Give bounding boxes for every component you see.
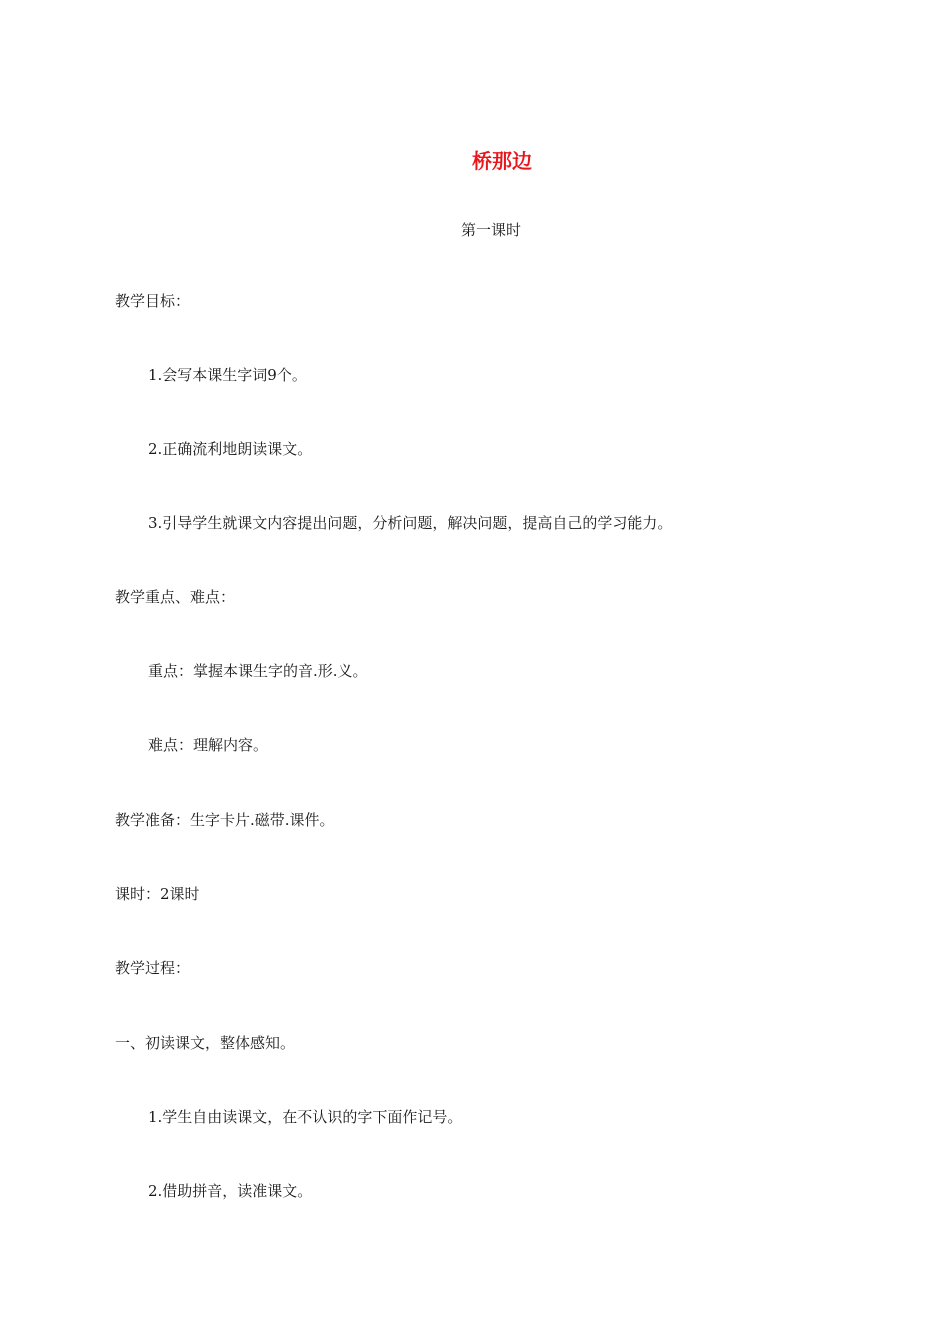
preparation-line: 教学准备：生字卡片.磁带.课件。 xyxy=(115,811,335,829)
difficult-point-item: 难点：理解内容。 xyxy=(148,736,269,754)
goal-item-2: 2.正确流利地朗读课文。 xyxy=(148,440,313,458)
teaching-goals-heading: 教学目标： xyxy=(115,292,191,310)
class-hours-line: 课时：2课时 xyxy=(115,885,200,903)
process-item-2: 2.借助拼音，读准课文。 xyxy=(148,1182,313,1200)
key-point-item: 重点：掌握本课生字的音.形.义。 xyxy=(148,662,368,680)
key-points-heading: 教学重点、难点： xyxy=(115,588,236,606)
process-item-1: 1.学生自由读课文，在不认识的字下面作记号。 xyxy=(148,1108,463,1126)
section-one-heading: 一、初读课文，整体感知。 xyxy=(115,1034,296,1052)
document-title: 桥那边 xyxy=(472,149,532,173)
goal-item-1: 1.会写本课生字词9个。 xyxy=(148,366,307,384)
lesson-period-subtitle: 第一课时 xyxy=(460,221,521,239)
goal-item-3: 3.引导学生就课文内容提出问题，分析问题，解决问题，提高自己的学习能力。 xyxy=(148,514,673,532)
teaching-process-heading: 教学过程： xyxy=(115,959,191,977)
